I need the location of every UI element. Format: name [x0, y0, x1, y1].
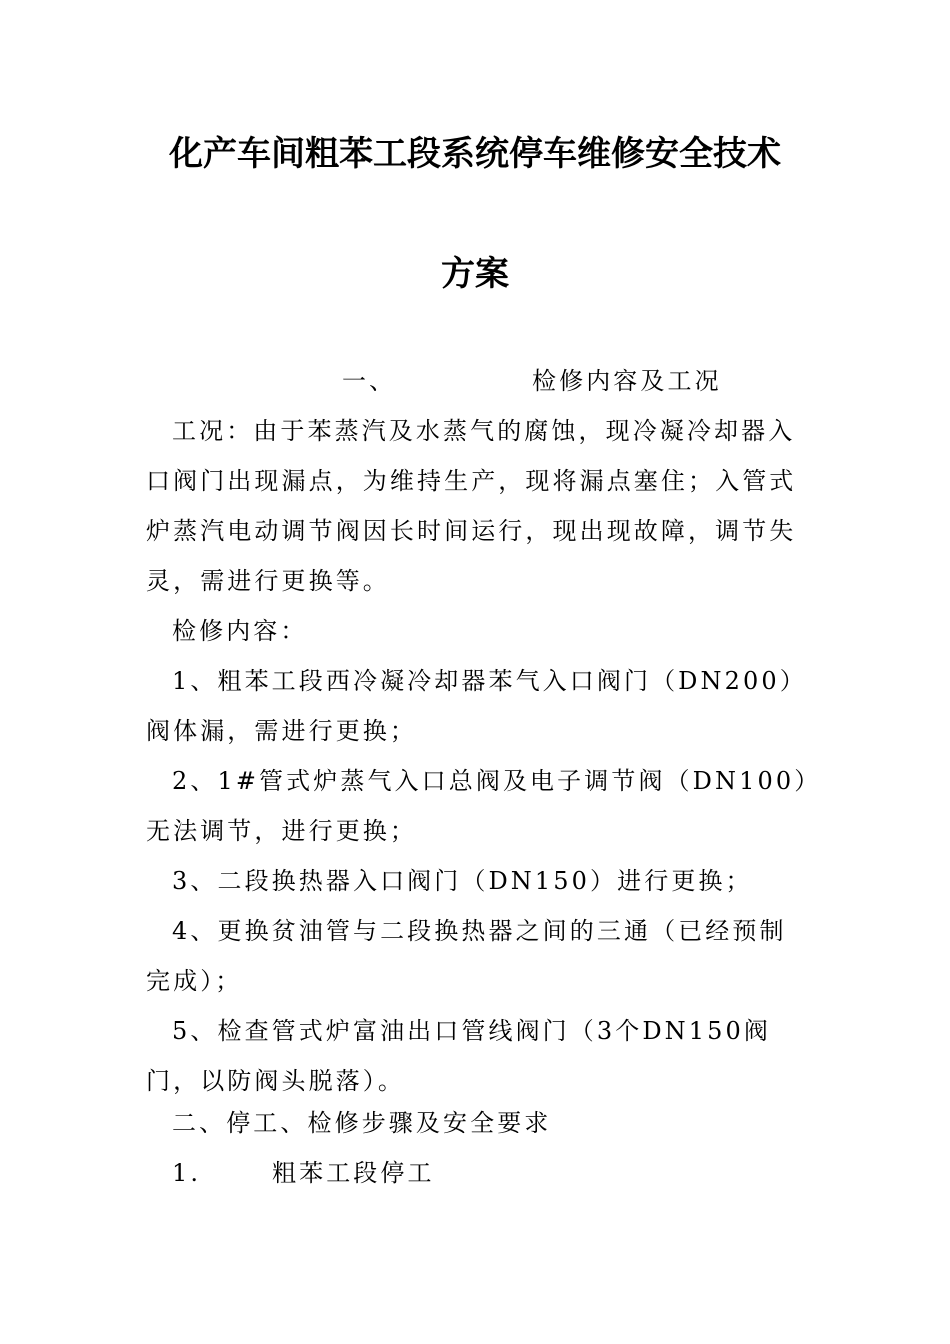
section-1-heading: 检修内容及工况 [532, 367, 722, 395]
condition-paragraph: 工况：由于苯蒸汽及水蒸气的腐蚀，现冷凝冷却器入口阀门出现漏点，为维持生产，现将漏点塞住；入管式炉蒸汽电动调节阀因长时间运行，现出现故障，调节失灵，需进行更换等。 [146, 417, 797, 595]
item-4: 4、更换贫油管与二段换热器之间的三通（已经预制完成）； [146, 917, 787, 995]
item-2: 2、1#管式炉蒸气入口总阀及电子调节阀（DN100）无法调节，进行更换； [146, 767, 810, 845]
step-1-text: 粗苯工段停工 [272, 1159, 435, 1187]
step-1-number: 1. [172, 1159, 202, 1187]
document-title-line-2: 方案 [441, 254, 509, 294]
content-label: 检修内容： [172, 617, 308, 645]
item-1: 1、粗苯工段西冷凝冷却器苯气入口阀门（DN200）阀体漏，需进行更换； [146, 667, 807, 745]
section-1-number: 一、 [342, 367, 397, 395]
item-3: 3、二段换热器入口阀门（DN150）进行更换； [172, 867, 753, 895]
item-5: 5、检查管式炉富油出口管线阀门（3个DN150阀门，以防阀头脱落）。 [146, 1017, 771, 1095]
section-2-heading: 二、停工、检修步骤及安全要求 [172, 1109, 552, 1137]
document-title-line-1: 化产车间粗苯工段系统停车维修安全技术 [169, 134, 781, 174]
